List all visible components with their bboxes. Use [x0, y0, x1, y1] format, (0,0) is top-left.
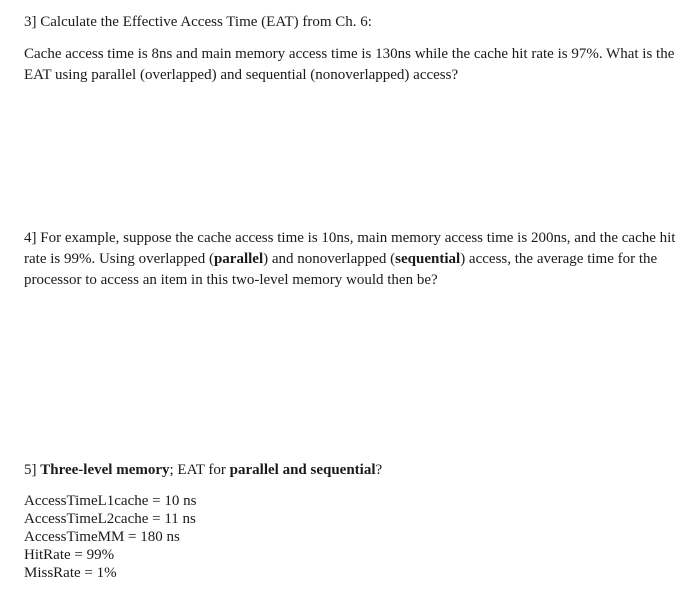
q5-prefix: 5] — [24, 462, 41, 478]
list-item-miss-rate: MissRate = 1% — [24, 565, 117, 581]
q5-suffix: ? — [375, 462, 383, 478]
q4-text-1: 4] For example, suppose the cache access time is 10ns, main memory access time is 200ns, and the cache hit rate is 99%. Using overlapped ( — [24, 230, 676, 267]
q4-text-3: ) access, the average time for the processor to access an item in this two-level memory would then be? — [24, 251, 658, 288]
q4-text-2: ) and nonoverlapped ( — [263, 251, 396, 267]
q4-bold-parallel: parallel — [213, 251, 264, 267]
q5-middle: ; EAT for — [169, 462, 230, 478]
q5-bold-three-level: Three-level memory — [40, 462, 170, 478]
question-5-heading — [24, 460, 680, 481]
q5-bold-parallel-sequential: parallel and sequential — [229, 462, 376, 478]
list-item-main-memory: AccessTimeMM = 180 ns — [24, 529, 180, 545]
question-3-body: Cache access time is 8ns and main memory access time is 130ns while the cache hit rate is 97%. What is the EAT using parallel (overlapped) and sequential (nonoverlapped) access? — [24, 46, 675, 83]
q4-bold-sequential: sequential — [395, 251, 461, 267]
question-3-heading: 3] Calculate the Effective Access Time (EAT) from Ch. 6: — [24, 14, 372, 30]
list-item-hit-rate: HitRate = 99% — [24, 547, 115, 563]
list-item-l1-cache: AccessTimeL1cache = 10 ns — [24, 493, 197, 509]
question-4-body — [24, 228, 680, 291]
q5-parameter-list — [24, 492, 680, 582]
list-item-l2-cache: AccessTimeL2cache = 11 ns — [24, 511, 196, 527]
